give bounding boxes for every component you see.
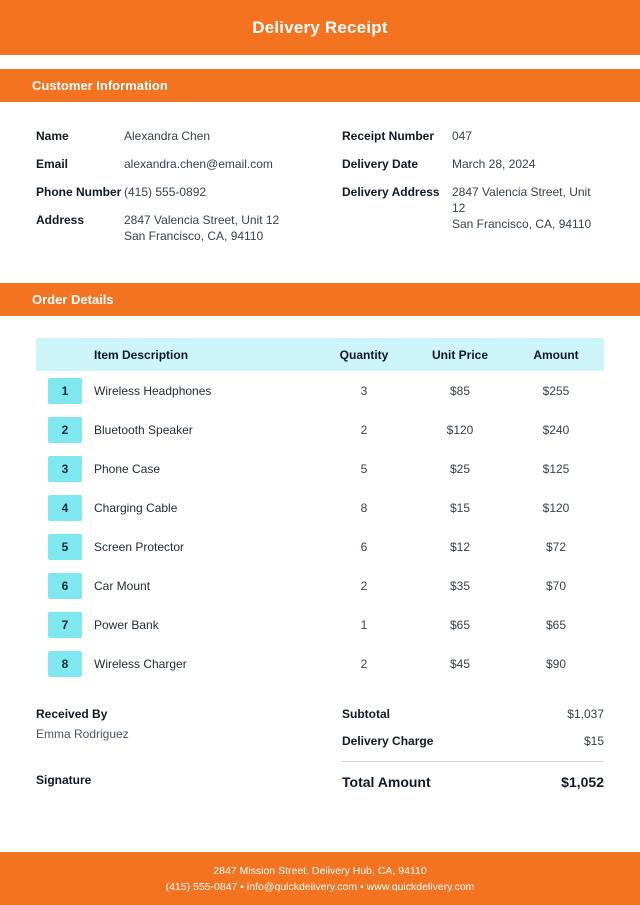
subtotal-label: Subtotal: [342, 707, 390, 721]
item-unit-price: $25: [449, 461, 471, 476]
item-amount: $72: [545, 539, 567, 554]
order-section-title: Order Details: [32, 292, 114, 307]
table-row: [36, 527, 604, 566]
table-row: [36, 410, 604, 449]
field-delivery-date-value: March 28, 2024: [452, 157, 536, 171]
delivery-charge-row: [342, 734, 604, 748]
item-description: Power Bank: [94, 617, 159, 632]
field-address-label: Address: [36, 213, 85, 227]
item-amount: $65: [545, 617, 567, 632]
row-number-badge: 1: [48, 378, 82, 404]
column-header-amount: Amount: [533, 347, 579, 362]
item-description: Wireless Headphones: [94, 383, 212, 398]
item-amount: $255: [542, 383, 570, 398]
item-unit-price: $35: [449, 578, 471, 593]
customer-info-right: [342, 128, 604, 283]
row-number-badge: 3: [48, 456, 82, 482]
header-gap: [0, 55, 640, 69]
field-name-label: Name: [36, 129, 69, 143]
total-amount-label: Total Amount: [342, 774, 431, 790]
field-phone: [36, 184, 342, 200]
item-amount: $90: [545, 656, 567, 671]
order-table: [36, 338, 604, 683]
item-quantity: 2: [360, 422, 368, 437]
field-email-value: alexandra.chen@email.com: [124, 157, 273, 171]
description-cell: [36, 612, 316, 638]
item-unit-price: $65: [449, 617, 471, 632]
table-header-row: [36, 338, 604, 371]
field-delivery-address-line1: 2847 Valencia Street, Unit 12: [452, 185, 591, 215]
item-description: Car Mount: [94, 578, 151, 593]
totals-divider: [342, 761, 604, 762]
item-description: Bluetooth Speaker: [94, 422, 193, 437]
customer-section-bar: [0, 69, 640, 102]
item-unit-price: $12: [449, 539, 471, 554]
description-cell: [36, 495, 316, 521]
table-row: [36, 449, 604, 488]
item-quantity: 3: [360, 383, 368, 398]
item-quantity: 2: [360, 578, 368, 593]
table-row: [36, 605, 604, 644]
field-name: [36, 128, 342, 144]
customer-info-left: [36, 128, 342, 283]
item-quantity: 1: [360, 617, 368, 632]
item-unit-price: $45: [449, 656, 471, 671]
item-unit-price: $120: [446, 422, 474, 437]
field-address: [36, 212, 342, 244]
table-row: [36, 371, 604, 410]
item-quantity: 6: [360, 539, 368, 554]
description-cell: [36, 651, 316, 677]
table-row: [36, 566, 604, 605]
field-delivery-date: [342, 156, 604, 172]
item-amount: $70: [545, 578, 567, 593]
page-title: Delivery Receipt: [252, 17, 388, 37]
item-description: Charging Cable: [94, 500, 178, 515]
item-description: Wireless Charger: [94, 656, 187, 671]
field-delivery-address-value: [452, 184, 604, 232]
field-phone-value: (415) 555-0892: [124, 185, 207, 199]
received-by-label: Received By: [36, 707, 108, 721]
item-amount: $240: [542, 422, 570, 437]
description-cell: [36, 378, 316, 404]
subtotal-value: $1,037: [567, 707, 604, 721]
footer-contact: (415) 555-0847 • info@quickdelivery.com • www.quickdelivery.com: [165, 880, 475, 893]
field-receipt-number: [342, 128, 604, 144]
customer-section-title: Customer Information: [32, 78, 168, 93]
field-delivery-address-line2: San Francisco, CA, 94110: [452, 217, 592, 231]
footer-address: 2847 Mission Street, Delivery Hub, CA, 94110: [213, 864, 427, 877]
field-address-line1: 2847 Valencia Street, Unit 12: [124, 213, 280, 227]
description-cell: [36, 534, 316, 560]
field-email: [36, 156, 342, 172]
field-receipt-number-label: Receipt Number: [342, 129, 435, 143]
column-header-description: Item Description: [94, 347, 189, 362]
order-section-bar: [0, 283, 640, 316]
field-email-label: Email: [36, 157, 69, 171]
table-row: [36, 644, 604, 683]
total-amount-value: $1,052: [561, 774, 604, 790]
field-phone-label: Phone Number: [36, 185, 122, 199]
field-address-line2: San Francisco, CA, 94110: [124, 229, 264, 243]
delivery-charge-label: Delivery Charge: [342, 734, 434, 748]
total-amount-row: [342, 774, 604, 790]
item-amount: $120: [542, 500, 570, 515]
item-description: Screen Protector: [94, 539, 185, 554]
column-header-unit-price: Unit Price: [431, 347, 488, 362]
item-description: Phone Case: [94, 461, 161, 476]
item-quantity: 8: [360, 500, 368, 515]
description-cell: [36, 456, 316, 482]
summary-block: [342, 707, 604, 790]
delivery-charge-value: $15: [583, 734, 604, 748]
field-receipt-number-value: 047: [452, 129, 473, 143]
header-bar: [0, 0, 640, 55]
field-address-value: [124, 212, 279, 244]
row-number-badge: 8: [48, 651, 82, 677]
item-quantity: 5: [360, 461, 368, 476]
column-header-quantity: Quantity: [339, 347, 389, 362]
table-row: [36, 488, 604, 527]
field-delivery-address: [342, 184, 604, 232]
row-number-badge: 7: [48, 612, 82, 638]
description-cell: [36, 573, 316, 599]
row-number-badge: 4: [48, 495, 82, 521]
row-number-badge: 5: [48, 534, 82, 560]
item-amount: $125: [542, 461, 570, 476]
field-delivery-date-label: Delivery Date: [342, 157, 419, 171]
received-block: [36, 707, 316, 790]
item-unit-price: $15: [449, 500, 471, 515]
item-quantity: 2: [360, 656, 368, 671]
field-name-value: Alexandra Chen: [124, 129, 211, 143]
totals-section: [0, 683, 640, 790]
signature-label: Signature: [36, 773, 92, 787]
customer-info: [0, 102, 640, 283]
item-unit-price: $85: [449, 383, 471, 398]
received-by-name: Emma Rodriguez: [36, 727, 129, 741]
row-number-badge: 6: [48, 573, 82, 599]
subtotal-row: [342, 707, 604, 721]
row-number-badge: 2: [48, 417, 82, 443]
field-delivery-address-label: Delivery Address: [342, 185, 440, 199]
description-cell: [36, 417, 316, 443]
footer-bar: [0, 852, 640, 905]
